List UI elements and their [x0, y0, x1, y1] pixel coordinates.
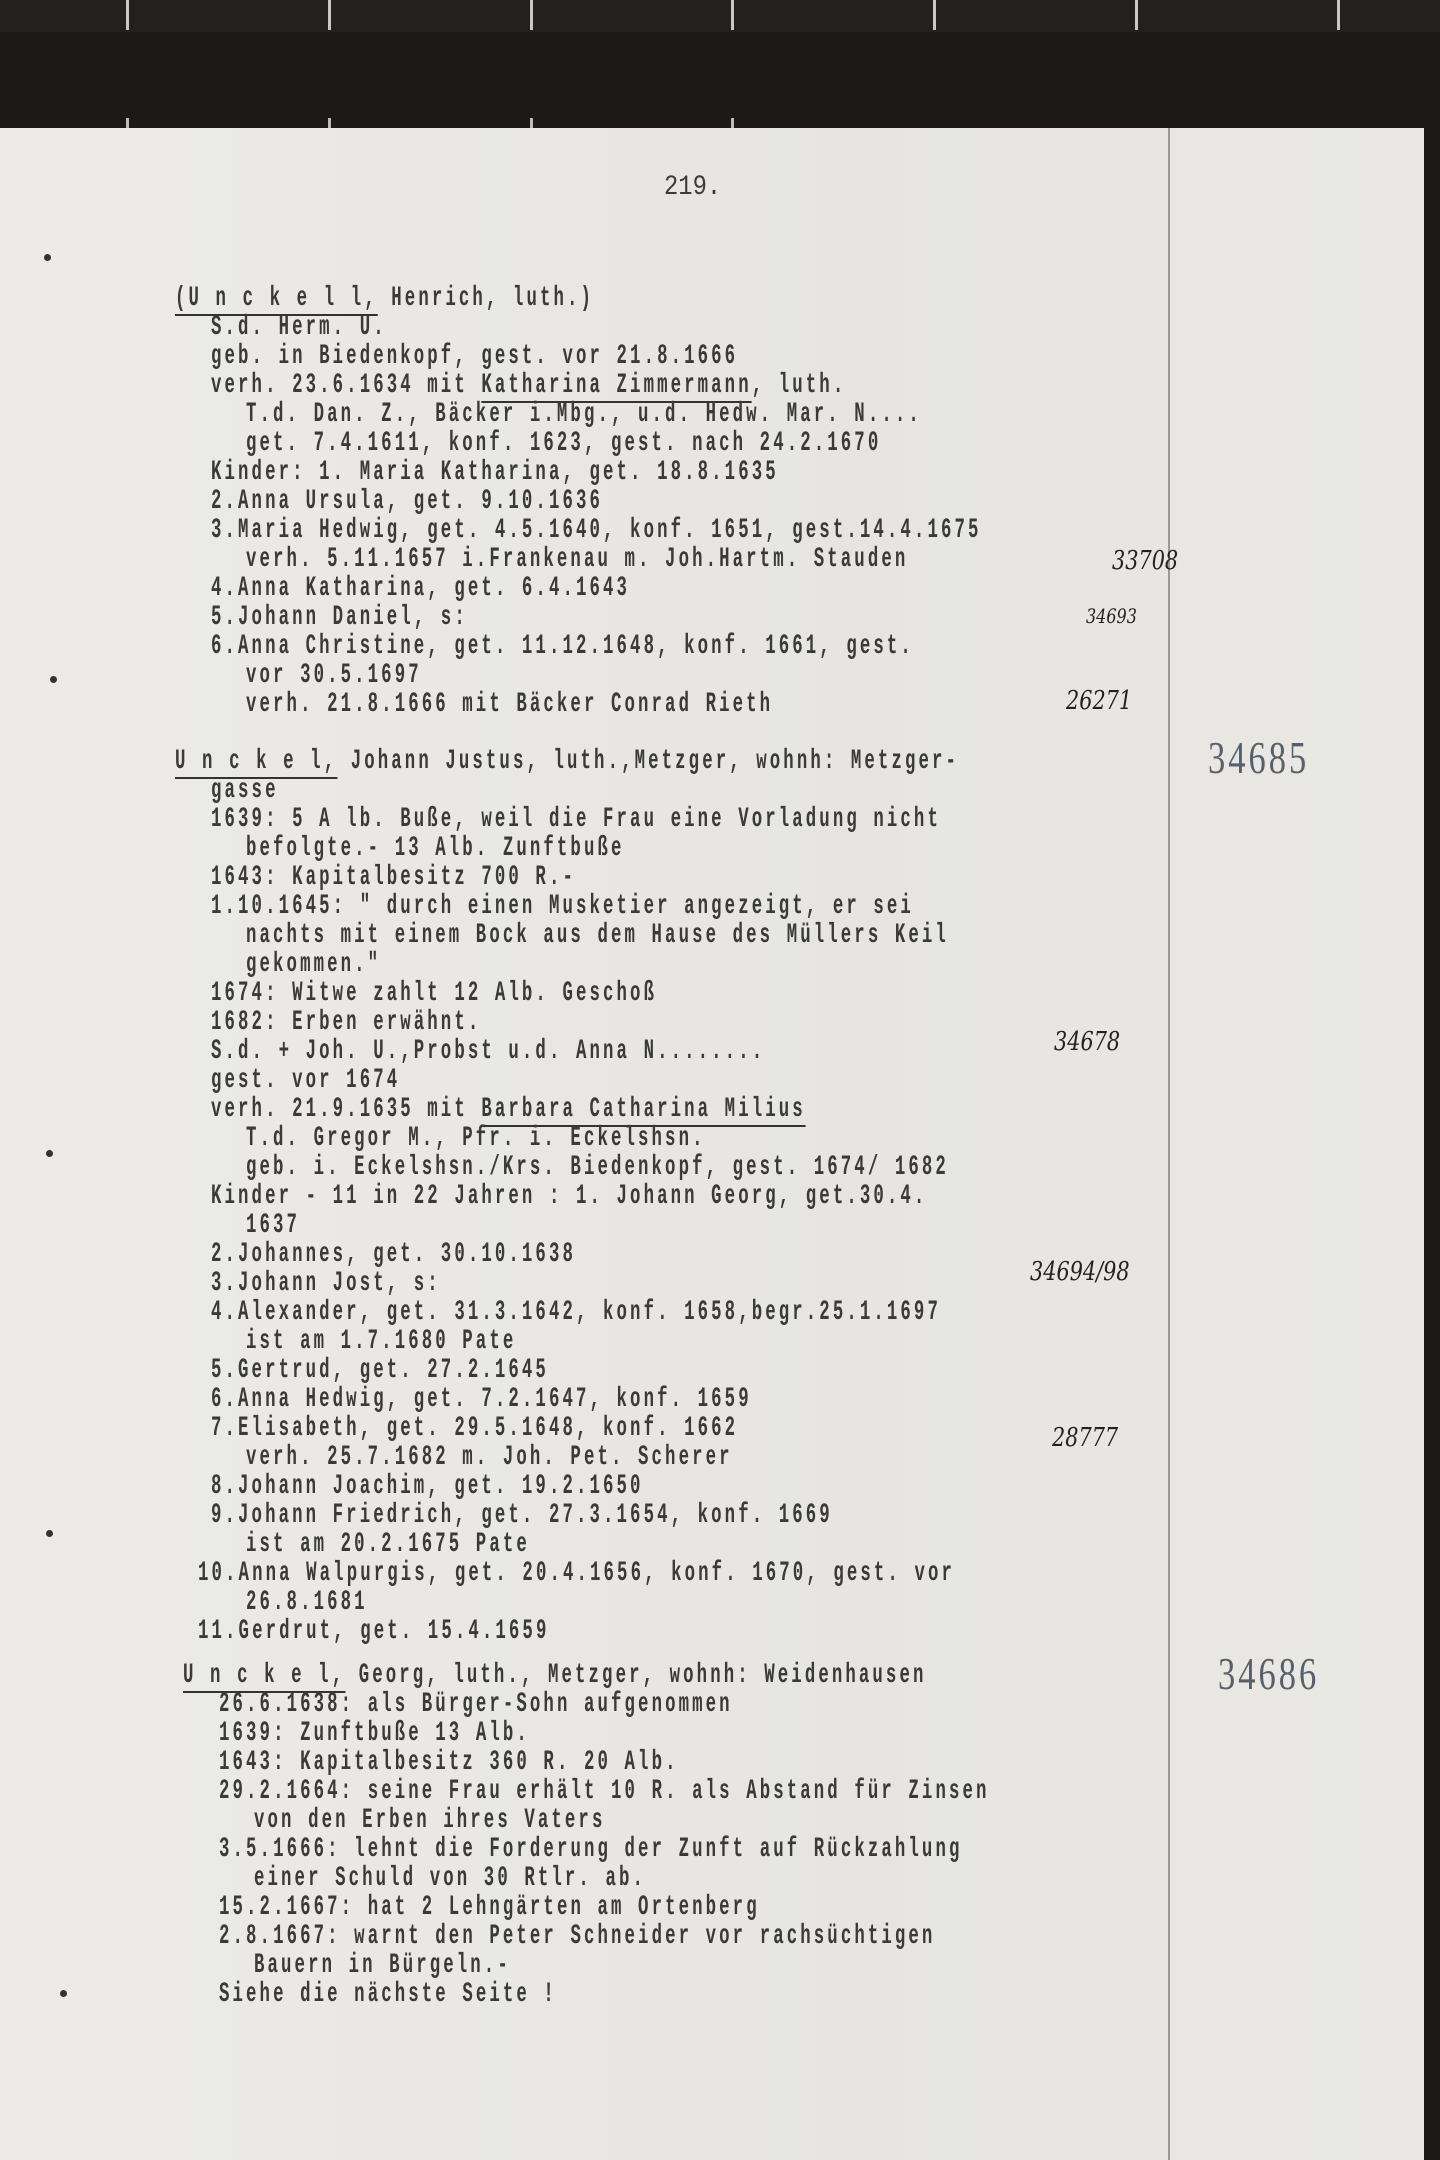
entry-line: 11.Gerdrut, get. 15.4.1659: [198, 1616, 550, 1647]
entry-line: 3.Johann Jost, s:: [211, 1268, 441, 1299]
entry-line: 29.2.1664: seine Frau erhält 10 R. als Abstand für Zinsen: [219, 1776, 990, 1807]
entry-line: gest. vor 1674: [211, 1065, 401, 1096]
margin-line: [1168, 128, 1170, 2160]
line-text: , luth.: [751, 370, 847, 401]
entry-line: vor 30.5.1697: [246, 660, 422, 691]
entry-line: 10.Anna Walpurgis, get. 20.4.1656, konf. 1670, gest. vor: [198, 1558, 955, 1589]
line-text: verh. 21.9.1635 mit: [211, 1094, 482, 1125]
entry-line: 7.Elisabeth, get. 29.5.1648, konf. 1662: [211, 1413, 739, 1444]
entry-line: 1643: Kapitalbesitz 700 R.-: [211, 862, 576, 893]
entry-line: verh. 21.8.1666 mit Bäcker Conrad Rieth: [246, 689, 774, 720]
binder-hole-mark: [46, 1150, 53, 1157]
record-number-stamp: 34686: [1218, 1648, 1320, 1699]
ruler-tick: [1135, 0, 1138, 30]
heading-rest: Johann Justus, luth.,Metzger, wohnh: Metzger-: [337, 746, 960, 777]
record-number-stamp: 34685: [1208, 732, 1310, 783]
entry-line: get. 7.4.1611, konf. 1623, gest. nach 24.2.1670: [246, 428, 882, 459]
entry-line: 5.Johann Daniel, s:: [211, 602, 468, 633]
entry-line: 1682: Erben erwähnt.: [211, 1007, 482, 1038]
entry-heading: [175, 747, 959, 776]
entry-line: 2.Anna Ursula, get. 9.10.1636: [211, 486, 604, 517]
entry-line: 2.8.1667: warnt den Peter Schneider vor rachsüchtigen: [219, 1921, 936, 1952]
spouse-name: Barbara Catharina Milius: [481, 1094, 806, 1125]
entry-line: befolgte.- 13 Alb. Zunftbuße: [246, 833, 625, 864]
ruler-tick: [731, 0, 734, 30]
entry-line: S.d. + Joh. U.,Probst u.d. Anna N........: [211, 1036, 766, 1067]
entry-line: 1.10.1645: " durch einen Musketier angezeigt, er sei: [211, 891, 914, 922]
entry-line: geb. i. Eckelshsn./Krs. Biedenkopf, gest. 1674/ 1682: [246, 1152, 949, 1183]
entry-line: ist am 1.7.1680 Pate: [246, 1326, 517, 1357]
entry-line: einer Schuld von 30 Rtlr. ab.: [254, 1863, 647, 1894]
handwritten-note: 28777: [1052, 1423, 1119, 1453]
binder-hole-mark: [46, 1530, 53, 1537]
entry-line: 1643: Kapitalbesitz 360 R. 20 Alb.: [219, 1747, 679, 1778]
entry-line: geb. in Biedenkopf, gest. vor 21.8.1666: [211, 341, 739, 372]
entry-line: gasse: [211, 775, 279, 806]
entry-line: gekommen.": [246, 949, 382, 980]
entry-line: 15.2.1667: hat 2 Lehngärten am Ortenberg: [219, 1892, 760, 1923]
spouse-name: Katharina Zimmermann: [481, 370, 752, 401]
ruler-tick: [328, 0, 331, 30]
entry-line: 3.5.1666: lehnt die Forderung der Zunft auf Rückzahlung: [219, 1834, 963, 1865]
entry-line: 9.Johann Friedrich, get. 27.3.1654, konf. 1669: [211, 1500, 833, 1531]
binder-hole-mark: [60, 1990, 67, 1997]
entry-line: 4.Anna Katharina, get. 6.4.1643: [211, 573, 631, 604]
heading-rest: Georg, luth., Metzger, wohnh: Weidenhausen: [345, 1660, 927, 1691]
entry-line: 3.Maria Hedwig, get. 4.5.1640, konf. 1651, gest.14.4.1675: [211, 515, 982, 546]
entry-line: verh. 5.11.1657 i.Frankenau m. Joh.Hartm. Stauden: [246, 544, 909, 575]
entry-line: Kinder: 1. Maria Katharina, get. 18.8.1635: [211, 457, 779, 488]
entry-line: ist am 20.2.1675 Pate: [246, 1529, 530, 1560]
entry-line: T.d. Gregor M., Pfr. i. Eckelshsn.: [246, 1123, 706, 1154]
entry-line: 8.Johann Joachim, get. 19.2.1650: [211, 1471, 644, 1502]
entry-line: [211, 1095, 806, 1124]
entry-line: 1639: Zunftbuße 13 Alb.: [219, 1718, 530, 1749]
entry-line: 6.Anna Christine, get. 11.12.1648, konf. 1661, gest.: [211, 631, 914, 662]
surname: U n c k e l,: [175, 746, 338, 777]
entry-line: S.d. Herm. U.: [211, 312, 387, 343]
surname: U n c k e l,: [183, 1660, 346, 1691]
entry-line: verh. 25.7.1682 m. Joh. Pet. Scherer: [246, 1442, 733, 1473]
entry-line: Bauern in Bürgeln.-: [254, 1950, 511, 1981]
handwritten-note: 34678: [1054, 1027, 1121, 1057]
line-text: verh. 23.6.1634 mit: [211, 370, 482, 401]
handwritten-note: 34693: [1086, 604, 1137, 628]
ruler-tick: [1337, 0, 1340, 30]
entry-heading: [175, 284, 594, 313]
scanner-background: [0, 0, 1440, 32]
binder-hole-mark: [44, 254, 51, 261]
entry-line: 1639: 5 A lb. Buße, weil die Frau eine Vorladung nicht: [211, 804, 941, 835]
binder-hole-mark: [50, 676, 57, 683]
entry-line: [211, 371, 846, 400]
entry-line: 5.Gertrud, get. 27.2.1645: [211, 1355, 549, 1386]
entry-line: 4.Alexander, get. 31.3.1642, konf. 1658,begr.25.1.1697: [211, 1297, 941, 1328]
page-number: 219.: [664, 172, 722, 203]
entry-line: Siehe die nächste Seite !: [219, 1979, 557, 2010]
handwritten-note: 26271: [1066, 686, 1133, 716]
ruler-tick: [933, 0, 936, 30]
entry-line: 26.8.1681: [246, 1587, 368, 1618]
handwritten-note: 34694/98: [1030, 1257, 1130, 1287]
entry-line: 26.6.1638: als Bürger-Sohn aufgenommen: [219, 1689, 733, 1720]
ruler-tick: [530, 0, 533, 30]
heading-rest: Henrich, luth.): [377, 283, 595, 314]
entry-heading: [183, 1661, 926, 1690]
handwritten-note: 33708: [1112, 546, 1179, 576]
entry-line: 1674: Witwe zahlt 12 Alb. Geschoß: [211, 978, 658, 1009]
entry-line: Kinder - 11 in 22 Jahren : 1. Johann Georg, get.30.4.: [211, 1181, 928, 1212]
ruler-tick: [126, 0, 129, 30]
entry-line: 1637: [246, 1210, 301, 1241]
entry-line: nachts mit einem Bock aus dem Hause des Müllers Keil: [246, 920, 949, 951]
entry-line: von den Erben ihres Vaters: [254, 1805, 606, 1836]
entry-line: 6.Anna Hedwig, get. 7.2.1647, konf. 1659: [211, 1384, 752, 1415]
entry-line: 2.Johannes, get. 30.10.1638: [211, 1239, 576, 1270]
surname: (U n c k e l l,: [175, 283, 378, 314]
entry-line: T.d. Dan. Z., Bäcker i.Mbg., u.d. Hedw. Mar. N....: [246, 399, 922, 430]
